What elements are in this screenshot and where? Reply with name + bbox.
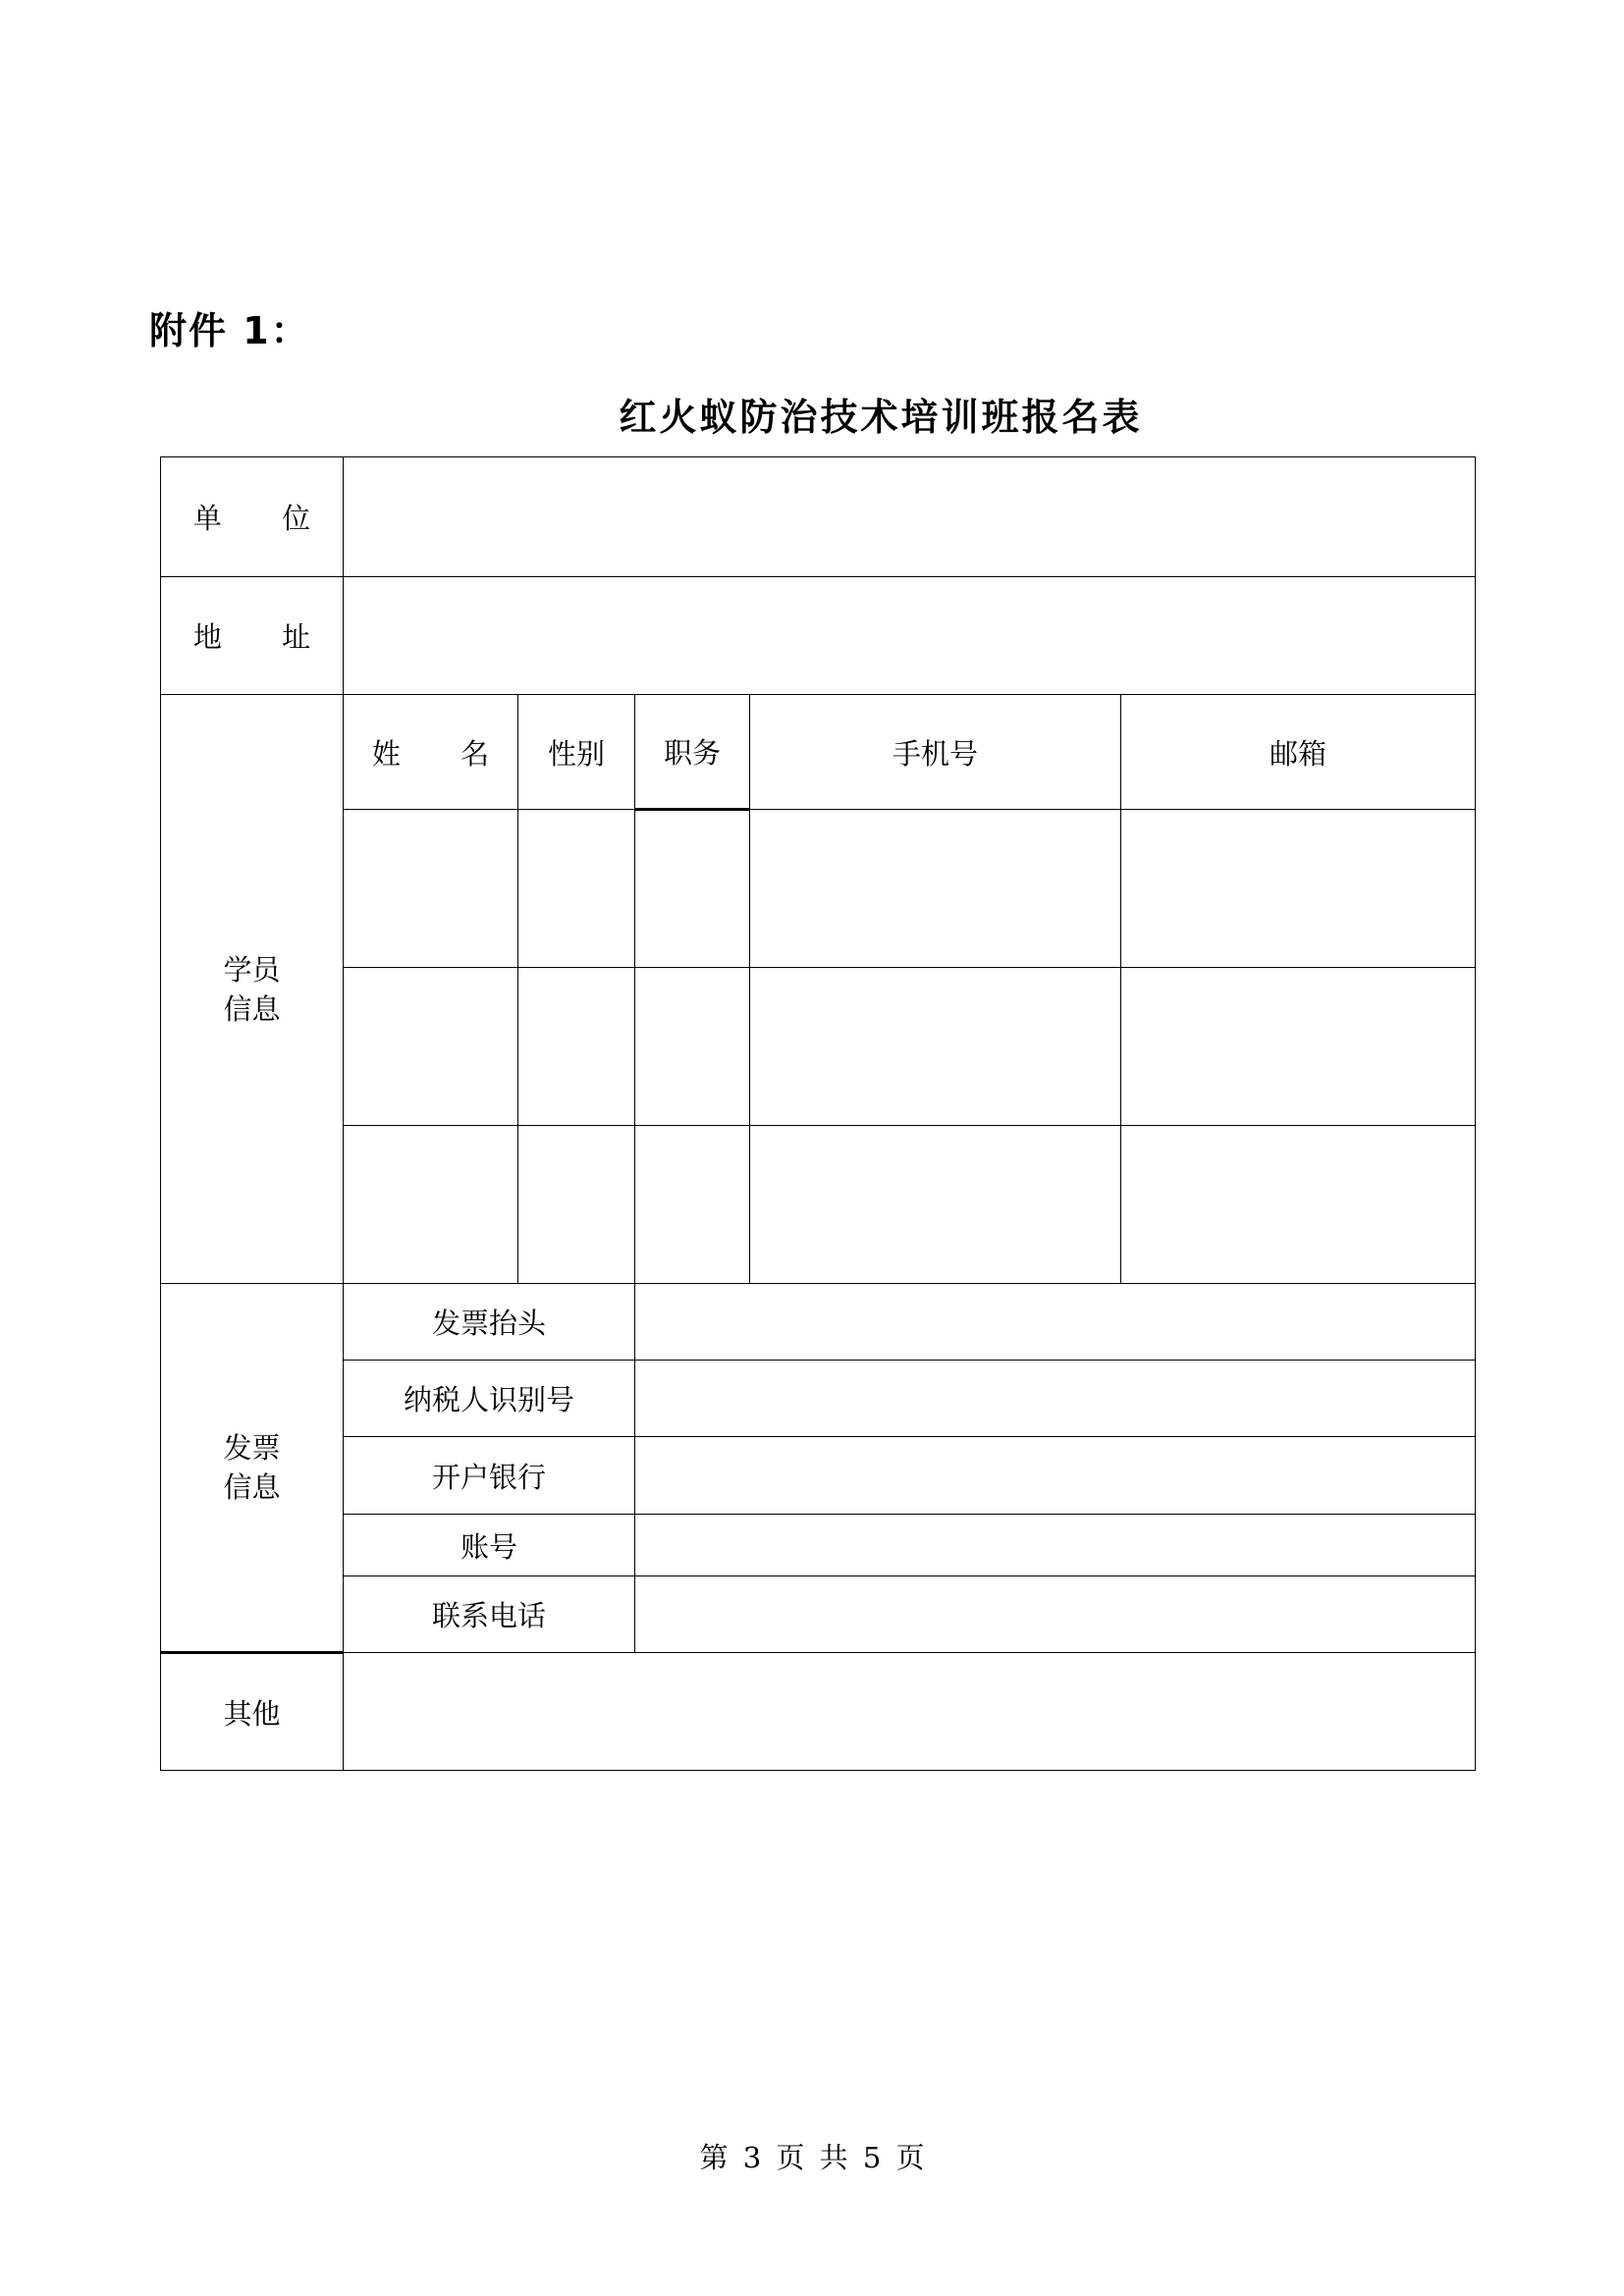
trainee-section-label: 学员 信息 — [161, 695, 344, 1284]
invoice-phone-value-cell[interactable] — [635, 1576, 1476, 1653]
other-label: 其他 — [161, 1653, 344, 1771]
invoice-taxpayer-row — [161, 1361, 1476, 1437]
invoice-header-label: 发票抬头 — [344, 1284, 635, 1361]
unit-label: 单 位 — [161, 457, 344, 577]
address-label: 地 址 — [161, 577, 344, 695]
trainee-email-cell[interactable] — [1121, 968, 1476, 1126]
trainee-position-cell[interactable] — [635, 1126, 750, 1284]
invoice-phone-label: 联系电话 — [344, 1576, 635, 1653]
trainee-header-gender: 性别 — [518, 695, 635, 810]
trainee-phone-cell[interactable] — [750, 1126, 1121, 1284]
invoice-bank-value-cell[interactable] — [635, 1437, 1476, 1515]
invoice-account-value-cell[interactable] — [635, 1515, 1476, 1576]
invoice-account-label: 账号 — [344, 1515, 635, 1576]
registration-form-table — [160, 456, 1476, 1771]
trainee-gender-cell[interactable] — [518, 1126, 635, 1284]
trainee-gender-cell[interactable] — [518, 810, 635, 968]
invoice-bank-label: 开户银行 — [344, 1437, 635, 1515]
trainee-name-cell[interactable] — [344, 810, 518, 968]
other-value-cell[interactable] — [344, 1653, 1476, 1771]
trainee-phone-cell[interactable] — [750, 810, 1121, 968]
trainee-position-cell[interactable] — [635, 810, 750, 968]
unit-row — [161, 457, 1476, 577]
invoice-section-label: 发票 信息 — [161, 1284, 344, 1653]
address-value-cell[interactable] — [344, 577, 1476, 695]
trainee-row — [161, 810, 1476, 968]
form-title: 红火蚁防治技术培训班报名表 — [619, 396, 1143, 439]
invoice-taxpayer-value-cell[interactable] — [635, 1361, 1476, 1437]
page-footer: 第 3 页 共 5 页 — [699, 2141, 925, 2174]
trainee-name-cell[interactable] — [344, 968, 518, 1126]
trainee-name-cell[interactable] — [344, 1126, 518, 1284]
trainee-phone-cell[interactable] — [750, 968, 1121, 1126]
invoice-header-value-cell[interactable] — [635, 1284, 1476, 1361]
trainee-header-position: 职务 — [635, 695, 750, 810]
trainee-position-cell[interactable] — [635, 968, 750, 1126]
other-row — [161, 1653, 1476, 1771]
invoice-phone-row — [161, 1576, 1476, 1653]
trainee-header-row — [161, 695, 1476, 810]
trainee-header-phone: 手机号 — [750, 695, 1121, 810]
trainee-row — [161, 968, 1476, 1126]
invoice-account-row — [161, 1515, 1476, 1576]
trainee-row — [161, 1126, 1476, 1284]
invoice-header-row — [161, 1284, 1476, 1361]
trainee-header-name: 姓 名 — [344, 695, 518, 810]
invoice-taxpayer-label: 纳税人识别号 — [344, 1361, 635, 1437]
address-row — [161, 577, 1476, 695]
trainee-gender-cell[interactable] — [518, 968, 635, 1126]
trainee-header-email: 邮箱 — [1121, 695, 1476, 810]
attachment-label: 附件 1： — [149, 309, 310, 352]
invoice-bank-row — [161, 1437, 1476, 1515]
trainee-email-cell[interactable] — [1121, 1126, 1476, 1284]
trainee-email-cell[interactable] — [1121, 810, 1476, 968]
unit-value-cell[interactable] — [344, 457, 1476, 577]
